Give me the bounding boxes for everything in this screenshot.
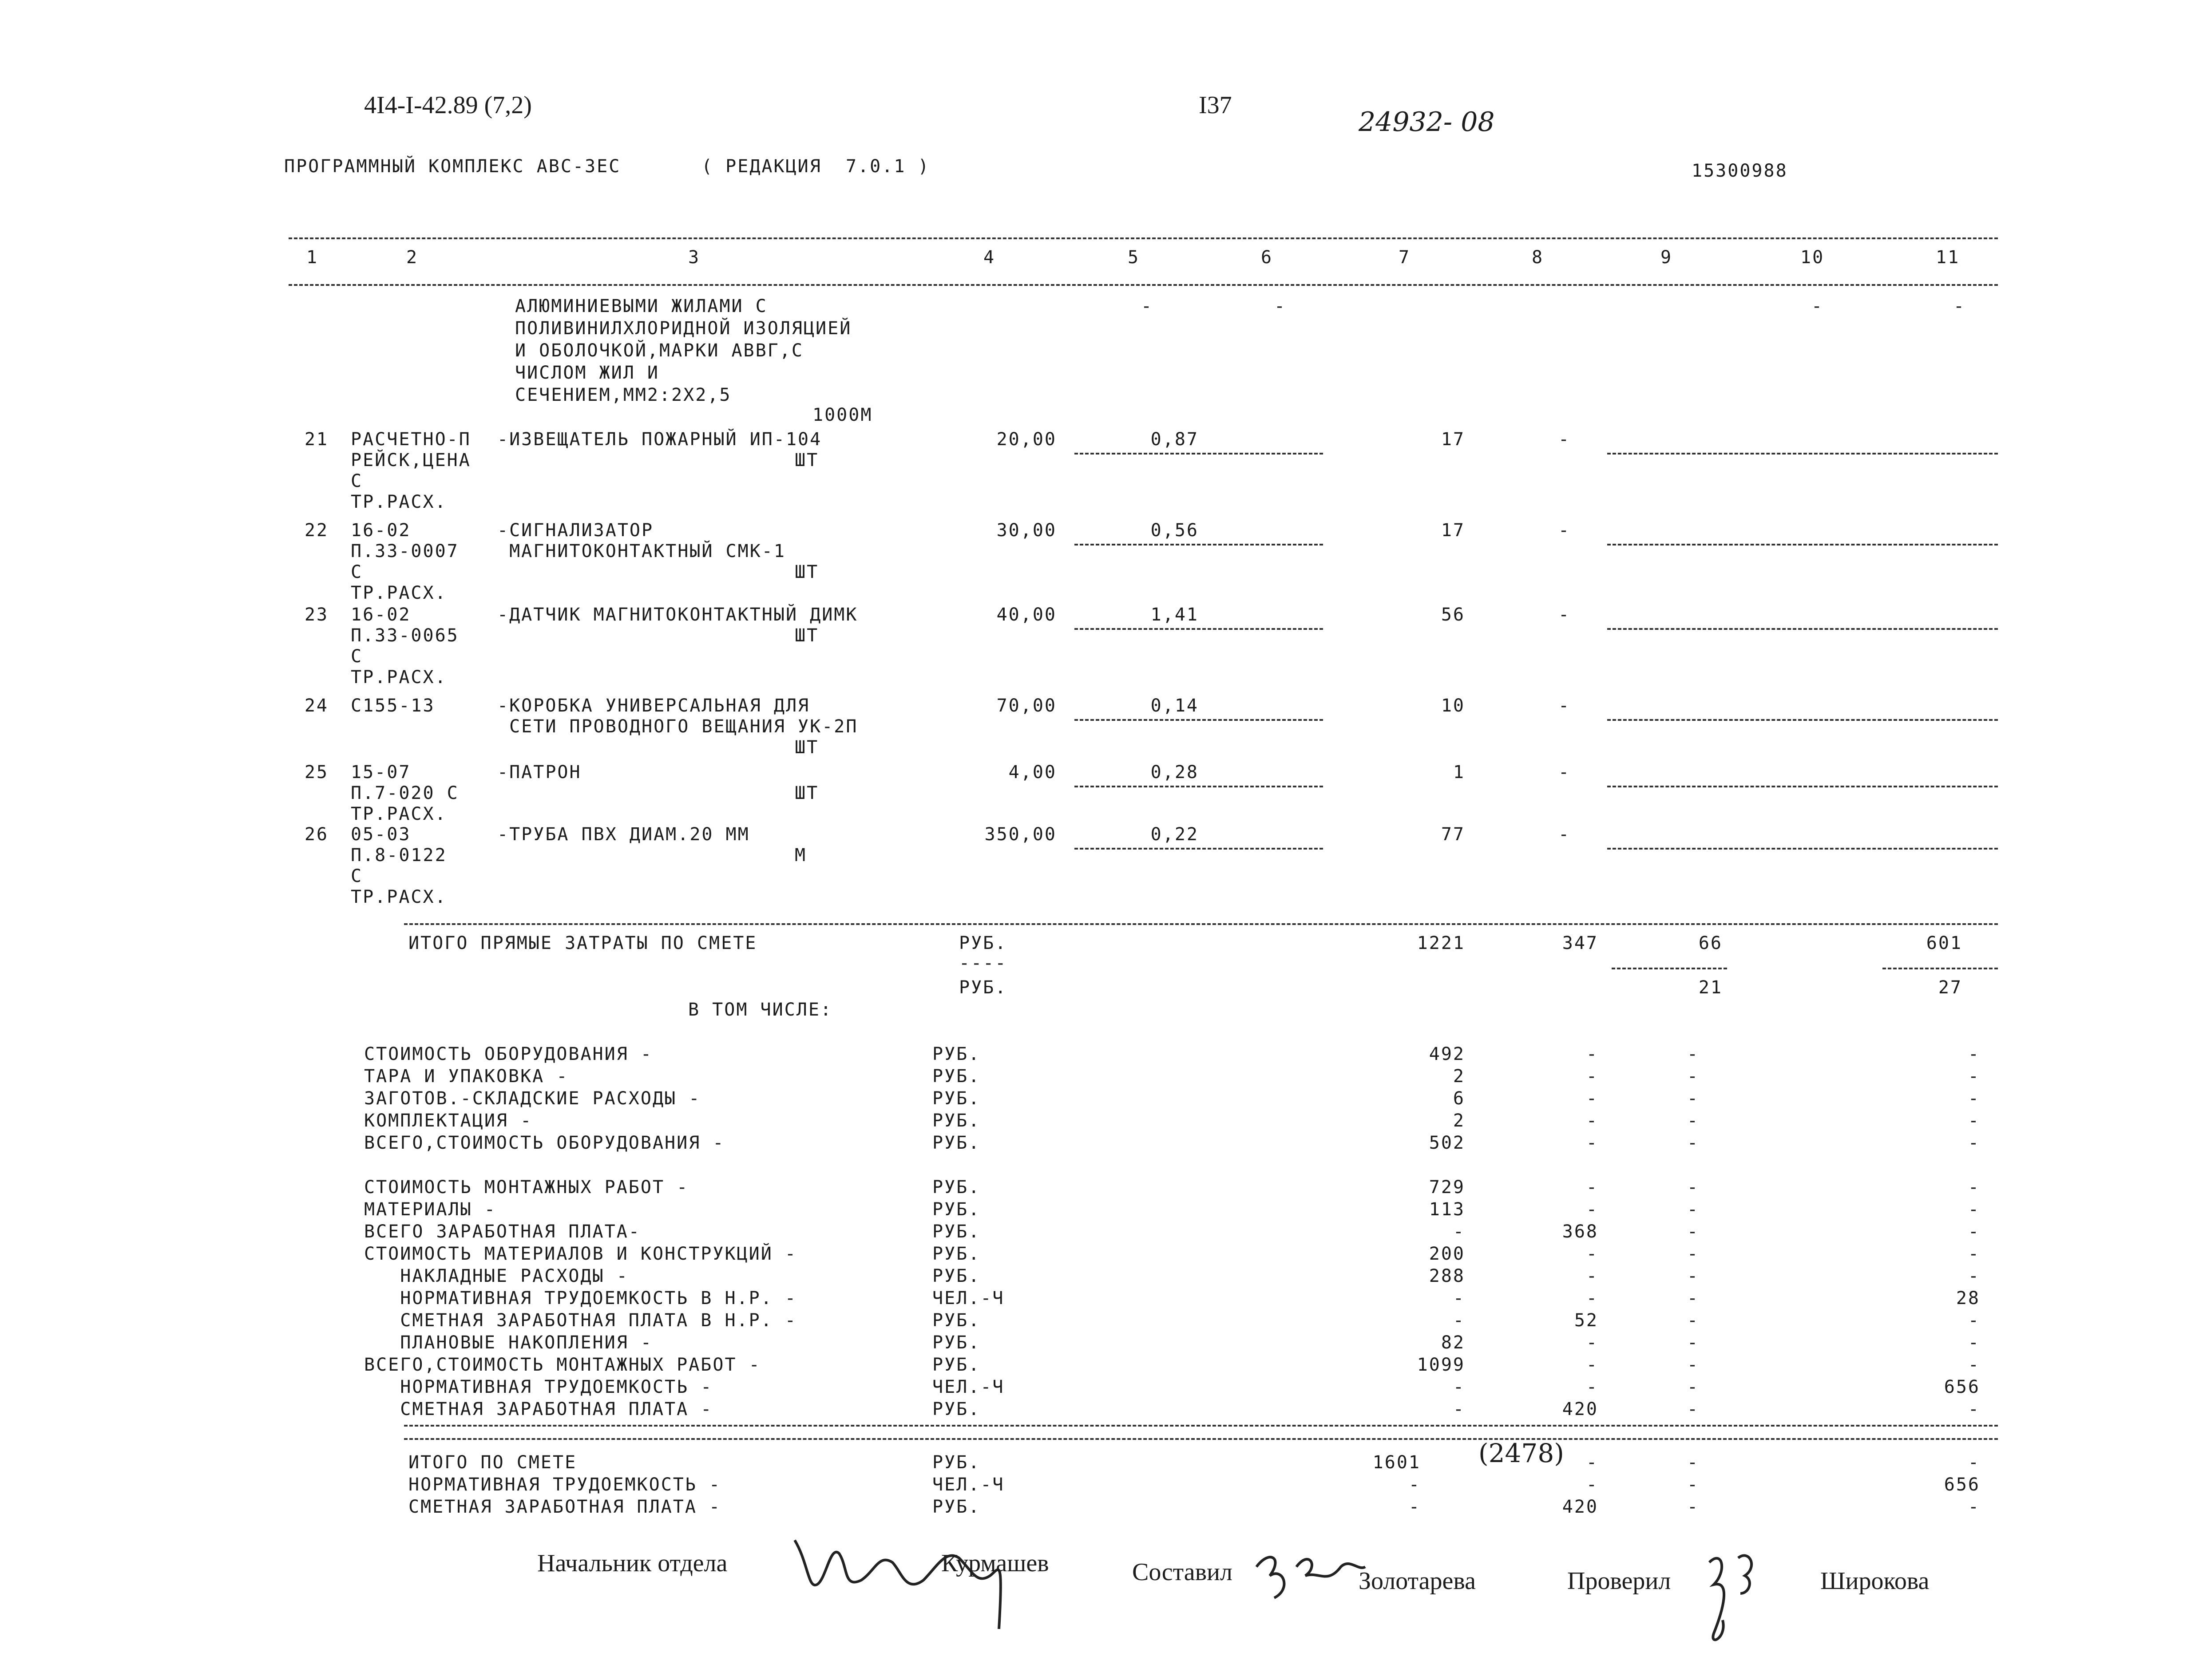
row-price: 0,56 — [1150, 520, 1199, 541]
summary-col11: - — [1968, 1088, 1980, 1109]
summary-col8: - — [1586, 1177, 1598, 1198]
row-unit: ШТ — [795, 625, 819, 646]
column-header-9: 9 — [1660, 247, 1673, 268]
summary-col7: 288 — [1429, 1266, 1465, 1286]
row-number: 23 — [304, 605, 329, 625]
summary-col9: - — [1687, 1377, 1700, 1397]
row-wage: - — [1558, 429, 1571, 450]
summary-col7: - — [1453, 1221, 1465, 1242]
final-col9: - — [1687, 1497, 1700, 1517]
summary-col9: - — [1687, 1332, 1700, 1353]
row-wage: - — [1558, 696, 1571, 716]
table-top-rule — [289, 237, 1998, 239]
summary-unit: РУБ. — [932, 1133, 981, 1153]
row-price: 1,41 — [1150, 605, 1199, 625]
summary-col8: - — [1586, 1377, 1598, 1397]
row-rule-5-6 — [1074, 628, 1323, 630]
row-code: 05-03 — [351, 824, 411, 845]
column-header-5: 5 — [1128, 247, 1140, 268]
summary-col7: - — [1453, 1377, 1465, 1397]
row-unit: ШТ — [795, 562, 819, 582]
summary-label: ПЛАНОВЫЕ НАКОПЛЕНИЯ - — [364, 1332, 653, 1353]
totals-col8: 347 — [1562, 933, 1598, 953]
summary-col8: - — [1586, 1288, 1598, 1308]
column-header-11: 11 — [1936, 247, 1960, 268]
final-unit: РУБ. — [932, 1452, 981, 1473]
summary-label: НАКЛАДНЫЕ РАСХОДЫ - — [364, 1266, 629, 1286]
summary-col8: 420 — [1562, 1399, 1598, 1419]
summary-col7: 82 — [1441, 1332, 1465, 1353]
table-header-rule — [289, 284, 1998, 286]
row-code: 16-02 — [351, 520, 411, 541]
signature-checked-label: Проверил — [1567, 1567, 1671, 1595]
row-code: РЕЙСК,ЦЕНА — [351, 450, 471, 470]
summary-col11: - — [1968, 1310, 1980, 1331]
summary-label: КОМПЛЕКТАЦИЯ - — [364, 1111, 533, 1131]
row-rule-5-6 — [1074, 848, 1323, 850]
summary-unit: РУБ. — [932, 1088, 981, 1109]
row-description: -ДАТЧИК МАГНИТОКОНТАКТНЫЙ ДИМК — [497, 605, 858, 625]
column-header-7: 7 — [1399, 247, 1411, 268]
row-rule-9-11 — [1607, 628, 1998, 630]
row-rule-9-11 — [1607, 848, 1998, 850]
summary-label: СТОИМОСТЬ МАТЕРИАЛОВ И КОНСТРУКЦИЙ - — [364, 1244, 797, 1264]
row-price: 0,22 — [1150, 824, 1199, 845]
row-quantity: 40,00 — [996, 605, 1057, 625]
row-price: 0,14 — [1150, 696, 1199, 716]
summary-col11: - — [1968, 1199, 1980, 1220]
summary-col9: - — [1687, 1399, 1700, 1419]
program-edition: ( РЕДАКЦИЯ 7.0.1 ) — [701, 156, 930, 177]
summary-unit: РУБ. — [932, 1332, 981, 1353]
row-rule-9-11 — [1607, 453, 1998, 455]
row-total: 10 — [1441, 696, 1465, 716]
summary-col8: - — [1586, 1199, 1598, 1220]
row-code: С — [351, 866, 363, 886]
summary-col7: 113 — [1429, 1199, 1465, 1220]
row-description: -ИЗВЕЩАТЕЛЬ ПОЖАРНЫЙ ИП-104 — [497, 429, 822, 450]
row-rule-9-11 — [1607, 544, 1998, 546]
row-code: С155-13 — [351, 696, 435, 716]
signature-compiled-label: Составил — [1132, 1558, 1232, 1586]
summary-col8: - — [1586, 1088, 1598, 1109]
row-code: ТР.РАСХ. — [351, 667, 447, 688]
summary-col7: 200 — [1429, 1244, 1465, 1264]
summary-col8: - — [1586, 1111, 1598, 1131]
summary-col9: - — [1687, 1221, 1700, 1242]
summary-label: МАТЕРИАЛЫ - — [364, 1199, 496, 1220]
totals-col11: 601 — [1926, 933, 1962, 953]
column-header-1: 1 — [306, 247, 319, 268]
row-number: 26 — [304, 824, 329, 845]
summary-col9: - — [1687, 1266, 1700, 1286]
row-code: ТР.РАСХ. — [351, 804, 447, 824]
row-unit: ШТ — [795, 450, 819, 470]
final-col8: - — [1586, 1474, 1598, 1495]
signature-checked-scrawl — [1696, 1545, 1763, 1649]
summary-label: СТОИМОСТЬ МОНТАЖНЫХ РАБОТ - — [364, 1177, 689, 1198]
row-code: ТР.РАСХ. — [351, 583, 447, 603]
row-code: П.8-0122 — [351, 845, 447, 866]
signature-compiled-scrawl — [1252, 1540, 1367, 1605]
row-total: 17 — [1441, 429, 1465, 450]
summary-label: НОРМАТИВНАЯ ТРУДОЕМКОСТЬ В Н.Р. - — [364, 1288, 797, 1308]
summary-col7: 492 — [1429, 1044, 1465, 1064]
summary-col8: - — [1586, 1244, 1598, 1264]
summary-col11: 28 — [1956, 1288, 1980, 1308]
column-header-8: 8 — [1532, 247, 1544, 268]
summary-col11: - — [1968, 1266, 1980, 1286]
row-quantity: 20,00 — [996, 429, 1057, 450]
final-col9: - — [1687, 1474, 1700, 1495]
summary-unit: РУБ. — [932, 1355, 981, 1375]
row-number: 25 — [304, 762, 329, 783]
row-quantity: 4,00 — [1008, 762, 1057, 783]
summary-label: СТОИМОСТЬ ОБОРУДОВАНИЯ - — [364, 1044, 653, 1064]
totals-col9: 66 — [1698, 933, 1723, 953]
row-unit: М — [795, 845, 807, 866]
totals-col11-b: 27 — [1938, 977, 1962, 998]
summary-col7: 1099 — [1417, 1355, 1465, 1375]
summary-unit: РУБ. — [932, 1399, 981, 1419]
signature-checked-name: Широкова — [1820, 1567, 1930, 1595]
final-label: СМЕТНАЯ ЗАРАБОТНАЯ ПЛАТА - — [408, 1497, 721, 1517]
summary-col11: - — [1968, 1177, 1980, 1198]
summary-label: СМЕТНАЯ ЗАРАБОТНАЯ ПЛАТА В Н.Р. - — [364, 1310, 797, 1331]
summary-col8: - — [1586, 1332, 1598, 1353]
final-label: ИТОГО ПО СМЕТЕ — [408, 1452, 577, 1473]
continuation-line: СЕЧЕНИЕМ,ММ2:2Х2,5 — [515, 385, 732, 405]
row-code: П.33-0065 — [351, 625, 459, 646]
row-rule-5-6 — [1074, 719, 1323, 721]
final-col11: - — [1968, 1497, 1980, 1517]
row-code: П.7-020 С — [351, 783, 459, 803]
summary-col7: - — [1453, 1288, 1465, 1308]
row-code: С — [351, 471, 363, 491]
summary-col11: - — [1968, 1111, 1980, 1131]
column-header-6: 6 — [1261, 247, 1273, 268]
row-number: 21 — [304, 429, 329, 450]
summary-col9: - — [1687, 1133, 1700, 1153]
totals-col9-rule — [1612, 968, 1727, 969]
final-col7: - — [1408, 1497, 1421, 1517]
continuation-dash-10: - — [1811, 296, 1824, 316]
summary-col8: - — [1586, 1044, 1598, 1064]
row-description: -КОРОБКА УНИВЕРСАЛЬНАЯ ДЛЯ — [497, 696, 810, 716]
summary-col11: 656 — [1944, 1377, 1980, 1397]
summary-label: НОРМАТИВНАЯ ТРУДОЕМКОСТЬ - — [364, 1377, 713, 1397]
column-header-4: 4 — [983, 247, 996, 268]
signature-head-scrawl — [790, 1527, 1039, 1640]
summary-col11: - — [1968, 1332, 1980, 1353]
row-code: П.33-0007 — [351, 541, 459, 561]
row-rule-5-6 — [1074, 544, 1323, 546]
totals-unit-underline: ---- — [959, 953, 1007, 973]
summary-unit: ЧЕЛ.-Ч — [932, 1288, 1005, 1308]
program-code: 15300988 — [1692, 161, 1788, 181]
summary-unit: РУБ. — [932, 1199, 981, 1220]
row-rule-9-11 — [1607, 719, 1998, 721]
summary-col7: - — [1453, 1399, 1465, 1419]
signature-head-name: Курмашев — [941, 1550, 1049, 1577]
summary-col8: - — [1586, 1266, 1598, 1286]
summary-col8: - — [1586, 1355, 1598, 1375]
signature-compiled-name: Золотарева — [1359, 1567, 1476, 1595]
row-description: -ТРУБА ПВХ ДИАМ.20 ММ — [497, 824, 750, 845]
row-description: МАГНИТОКОНТАКТНЫЙ СМК-1 — [497, 541, 786, 561]
final-col11: 656 — [1944, 1474, 1980, 1495]
row-quantity: 30,00 — [996, 520, 1057, 541]
row-wage: - — [1558, 824, 1571, 845]
row-quantity: 70,00 — [996, 696, 1057, 716]
totals-rule — [404, 923, 1998, 925]
row-price: 0,28 — [1150, 762, 1199, 783]
summary-unit: РУБ. — [932, 1044, 981, 1064]
summary-label: ВСЕГО,СТОИМОСТЬ МОНТАЖНЫХ РАБОТ - — [364, 1355, 761, 1375]
totals-unit: РУБ. — [959, 933, 1007, 953]
final-label: НОРМАТИВНАЯ ТРУДОЕМКОСТЬ - — [408, 1474, 721, 1495]
summary-col11: - — [1968, 1221, 1980, 1242]
row-description: СЕТИ ПРОВОДНОГО ВЕЩАНИЯ УК-2П — [497, 716, 858, 737]
summary-col9: - — [1687, 1244, 1700, 1264]
final-unit: ЧЕЛ.-Ч — [932, 1474, 1005, 1495]
final-col8: 420 — [1562, 1497, 1598, 1517]
program-name: ПРОГРАММНЫЙ КОМПЛЕКС АВС-3ЕС — [284, 156, 621, 177]
continuation-dash-5: - — [1141, 296, 1153, 316]
summary-col9: - — [1687, 1177, 1700, 1198]
summary-label: ЗАГОТОВ.-СКЛАДСКИЕ РАСХОДЫ - — [364, 1088, 701, 1109]
row-rule-9-11 — [1607, 786, 1998, 787]
summary-col8: 368 — [1562, 1221, 1598, 1242]
summary-col7: 2 — [1453, 1111, 1465, 1131]
column-header-10: 10 — [1800, 247, 1825, 268]
summary-col9: - — [1687, 1066, 1700, 1087]
continuation-unit: 1000М — [812, 405, 873, 425]
summary-col7: - — [1453, 1310, 1465, 1331]
summary-col9: - — [1687, 1088, 1700, 1109]
summary-label: ТАРА И УПАКОВКА - — [364, 1066, 569, 1087]
summary-col7: 729 — [1429, 1177, 1465, 1198]
row-wage: - — [1558, 520, 1571, 541]
totals-col7: 1221 — [1417, 933, 1465, 953]
summary-col7: 502 — [1429, 1133, 1465, 1153]
row-description: -ПАТРОН — [497, 762, 582, 783]
row-unit: ШТ — [795, 783, 819, 803]
summary-col11: - — [1968, 1133, 1980, 1153]
summary-col8: 52 — [1574, 1310, 1598, 1331]
signature-head-label: Начальник отдела — [537, 1550, 728, 1577]
row-code: ТР.РАСХ. — [351, 492, 447, 512]
row-wage: - — [1558, 605, 1571, 625]
final-col9: - — [1687, 1452, 1700, 1473]
summary-col11: - — [1968, 1355, 1980, 1375]
summary-col7: 2 — [1453, 1066, 1465, 1087]
summary-unit: РУБ. — [932, 1111, 981, 1131]
continuation-line: И ОБОЛОЧКОЙ,МАРКИ АВВГ,С — [515, 340, 804, 361]
summary-col11: - — [1968, 1066, 1980, 1087]
continuation-line: ЧИСЛОМ ЖИЛ И — [515, 363, 659, 383]
summary-unit: РУБ. — [932, 1066, 981, 1087]
row-quantity: 350,00 — [984, 824, 1057, 845]
row-code: 15-07 — [351, 762, 411, 783]
summary-col8: - — [1586, 1133, 1598, 1153]
final-rule-1 — [404, 1425, 1998, 1427]
row-total: 17 — [1441, 520, 1465, 541]
summary-unit: РУБ. — [932, 1244, 981, 1264]
row-total: 77 — [1441, 824, 1465, 845]
summary-unit: РУБ. — [932, 1266, 981, 1286]
summary-unit: РУБ. — [932, 1177, 981, 1198]
row-rule-5-6 — [1074, 786, 1323, 787]
summary-col9: - — [1687, 1111, 1700, 1131]
final-col11: - — [1968, 1452, 1980, 1473]
continuation-dash-6: - — [1274, 296, 1287, 316]
row-code: С — [351, 646, 363, 667]
column-header-2: 2 — [406, 247, 419, 268]
row-rule-5-6 — [1074, 453, 1323, 455]
final-col8: - — [1586, 1452, 1598, 1473]
row-code: С — [351, 562, 363, 582]
row-unit: ШТ — [795, 737, 819, 758]
final-col7: 1601 — [1372, 1452, 1421, 1473]
summary-col9: - — [1687, 1044, 1700, 1064]
summary-unit: РУБ. — [932, 1221, 981, 1242]
summary-label: ВСЕГО,СТОИМОСТЬ ОБОРУДОВАНИЯ - — [364, 1133, 725, 1153]
final-handwritten-total: (2478) — [1478, 1438, 1564, 1468]
final-rule-2 — [404, 1438, 1998, 1440]
row-code: ТР.РАСХ. — [351, 887, 447, 907]
continuation-line: ПОЛИВИНИЛХЛОРИДНОЙ ИЗОЛЯЦИЕЙ — [515, 318, 852, 339]
totals-unit-2: РУБ. — [959, 977, 1007, 998]
totals-col11-rule — [1882, 968, 1998, 969]
column-header-3: 3 — [688, 247, 701, 268]
summary-col9: - — [1687, 1288, 1700, 1308]
summary-col11: - — [1968, 1244, 1980, 1264]
summary-col11: - — [1968, 1399, 1980, 1419]
summary-col8: - — [1586, 1066, 1598, 1087]
continuation-dash-11: - — [1953, 296, 1966, 316]
row-total: 1 — [1453, 762, 1465, 783]
final-col7: - — [1408, 1474, 1421, 1495]
totals-label: ИТОГО ПРЯМЫЕ ЗАТРАТЫ ПО СМЕТЕ — [408, 933, 757, 953]
final-unit: РУБ. — [932, 1497, 981, 1517]
summary-unit: ЧЕЛ.-Ч — [932, 1377, 1005, 1397]
continuation-line: АЛЮМИНИЕВЫМИ ЖИЛАМИ С — [515, 296, 768, 316]
row-total: 56 — [1441, 605, 1465, 625]
totals-col9-b: 21 — [1698, 977, 1723, 998]
row-wage: - — [1558, 762, 1571, 783]
row-description: -СИГНАЛИЗАТОР — [497, 520, 654, 541]
page-number: I37 — [1199, 91, 1232, 119]
handwritten-number: 24932- 08 — [1359, 107, 1495, 138]
summary-col11: - — [1968, 1044, 1980, 1064]
row-price: 0,87 — [1150, 429, 1199, 450]
including-label: В ТОМ ЧИСЛЕ: — [688, 1000, 832, 1020]
row-code: РАСЧЕТНО-П — [351, 429, 471, 450]
summary-col9: - — [1687, 1355, 1700, 1375]
summary-col9: - — [1687, 1310, 1700, 1331]
doc-code: 4I4-I-42.89 (7,2) — [364, 91, 532, 119]
row-number: 22 — [304, 520, 329, 541]
summary-col7: 6 — [1453, 1088, 1465, 1109]
row-number: 24 — [304, 696, 329, 716]
summary-col9: - — [1687, 1199, 1700, 1220]
summary-label: ВСЕГО ЗАРАБОТНАЯ ПЛАТА- — [364, 1221, 641, 1242]
summary-unit: РУБ. — [932, 1310, 981, 1331]
summary-label: СМЕТНАЯ ЗАРАБОТНАЯ ПЛАТА - — [364, 1399, 713, 1419]
row-code: 16-02 — [351, 605, 411, 625]
